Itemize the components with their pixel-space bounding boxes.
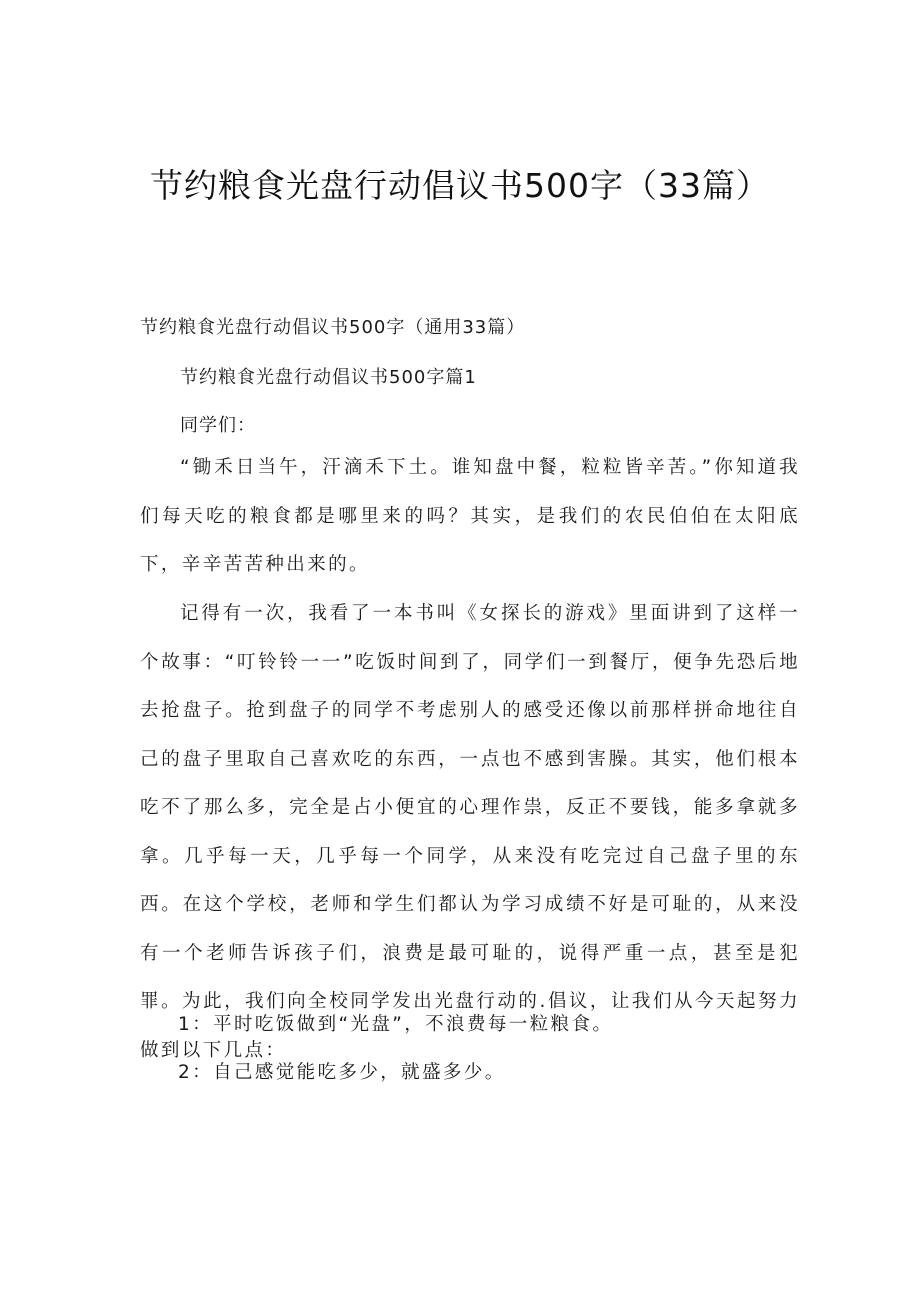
paragraph-1: “锄禾日当午，汗滴禾下土。谁知盘中餐，粒粒皆辛苦。”你知道我们每天吃的粮食都是哪里来的吗？其实，是我们的农民伯伯在太阳底下，辛辛苦苦种出来的。	[140, 457, 800, 575]
salutation: 同学们：	[180, 415, 256, 436]
section-heading: 节约粮食光盘行动倡议书500字篇1	[180, 367, 477, 388]
document-subtitle: 节约粮食光盘行动倡议书500字（通用33篇）	[140, 317, 526, 338]
document-title: 节约粮食光盘行动倡议书500字（33篇）	[150, 166, 770, 205]
list-item-1: 1：平时吃饭做到“光盘”，不浪费每一粒粮食。	[178, 1014, 614, 1035]
paragraph-2: 记得有一次，我看了一本书叫《女探长的游戏》里面讲到了这样一个故事：“叮铃铃一一”吃饭时间到了，同学们一到餐厅，便争先恐后地去抢盘子。抢到盘子的同学不考虑别人的感受还像以前那样拼命地往自己的盘子里取自己喜欢吃的东西，一点也不感到害臊。其实，他们根本吃不了那么多，完全是占小便宜的心理作祟，反正不要钱，能多拿就多拿。几乎每一天，几乎每一个同学，从来没有吃完过自己盘子里的东西。在这个学校，老师和学生们都认为学习成绩不好是可耻的，从来没有一个老师告诉孩子们，浪费是最可耻的，说得严重一点，甚至是犯罪。为此，我们向全校同学发出光盘行动的.倡议，让我们从今天起努力做到以下几点：	[140, 603, 800, 1061]
list-item-2: 2：自己感觉能吃多少，就盛多少。	[178, 1062, 506, 1083]
